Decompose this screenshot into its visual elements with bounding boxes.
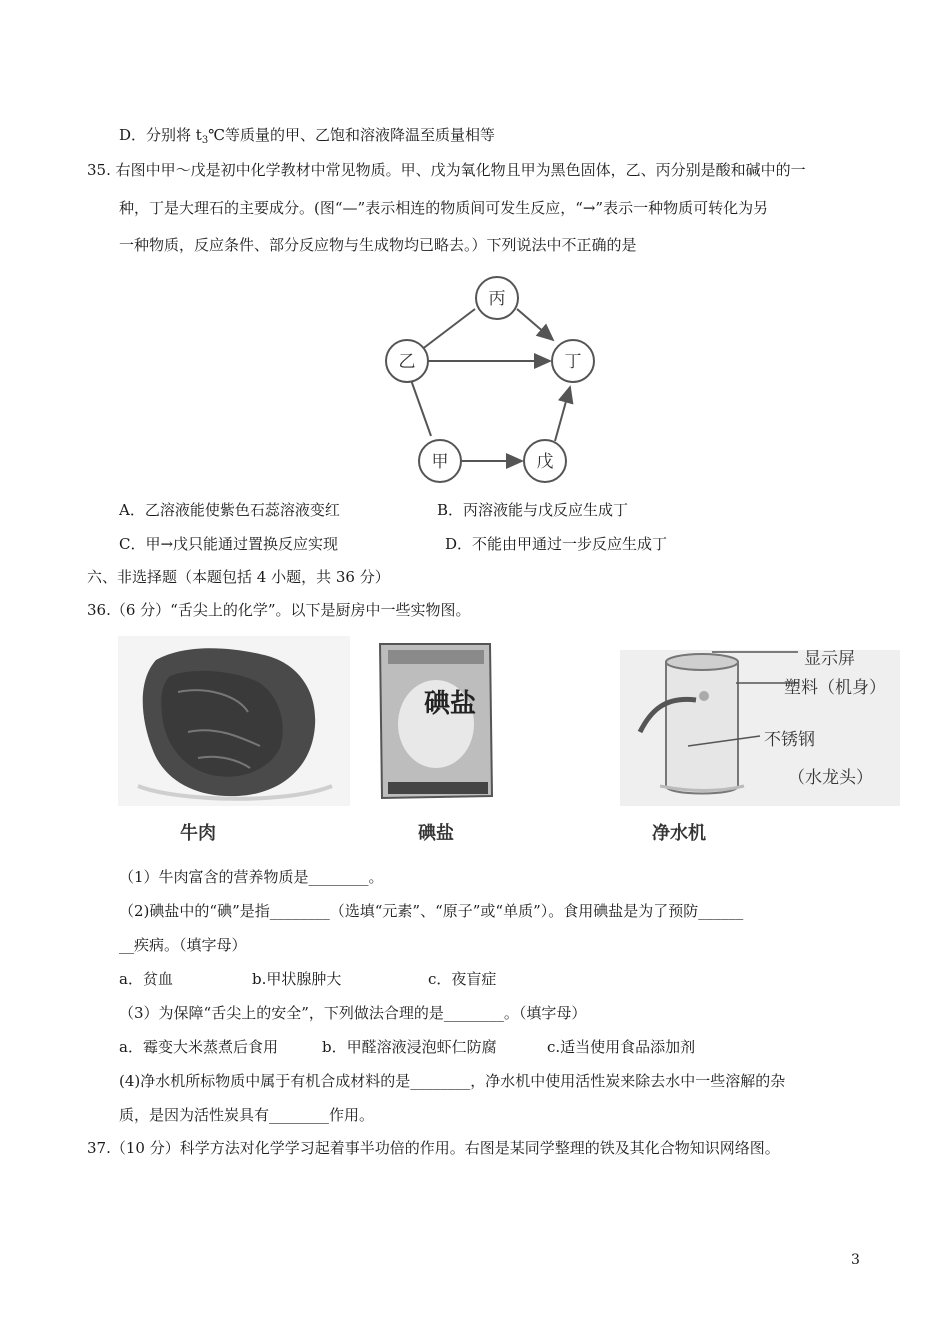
- node-wu-label: 戊: [536, 452, 554, 472]
- node-yi: [386, 340, 428, 382]
- edge-wu-to-ding: [555, 387, 570, 441]
- callout-stainless-steel: 不锈钢: [764, 730, 815, 750]
- water-purifier-photo: [620, 636, 900, 846]
- iodized-salt-bag-image: [352, 636, 592, 806]
- q37-stem: 37.（10 分）科学方法对化学学习起着事半功倍的作用。右图是某同学整理的铁及其化合物知识网络图。: [87, 1139, 780, 1157]
- page-number: 3: [851, 1252, 860, 1268]
- q36-part1: （1）牛肉富含的营养物质是________。: [119, 868, 384, 886]
- beef-photo: [118, 636, 350, 846]
- q36-part3-option-c: c.适当使用食品添加剂: [547, 1038, 696, 1056]
- q36-part3-option-a: a．霉变大米蒸煮后食用: [119, 1038, 278, 1056]
- q35-option-a: A．乙溶液能使紫色石蕊溶液变红: [119, 501, 340, 519]
- q34-option-d-text: D．分别将 t: [119, 126, 202, 144]
- beef-image: [118, 636, 350, 806]
- node-ding: [552, 340, 594, 382]
- callout-plastic-body: 塑料（机身）: [784, 678, 886, 698]
- edge-bing-to-ding: [517, 309, 553, 340]
- node-jia-label: 甲: [431, 452, 449, 472]
- node-bing: [476, 277, 518, 319]
- node-ding-label: 丁: [564, 352, 582, 372]
- q36-part2-line1: （2)碘盐中的“碘”是指________（选填“元素”、“原子”或“单质”）。食用碘盐是为了预防______: [119, 902, 744, 920]
- q35-option-b: B．丙溶液能与戊反应生成丁: [437, 501, 629, 519]
- node-bing-label: 丙: [488, 289, 506, 309]
- q36-part4-line1: (4)净水机所标物质中属于有机合成材料的是________，净水机中使用活性炭来除去水中一些溶解的杂: [119, 1072, 786, 1090]
- q34-option-d-subscript: 3: [201, 135, 209, 146]
- q35-stem-line2: 种，丁是大理石的主要成分。(图“—”表示相连的物质间可发生反应，“→”表示一种物质可转化为另: [119, 199, 769, 217]
- callout-screen: 显示屏: [804, 649, 855, 669]
- node-yi-label: 乙: [398, 352, 416, 372]
- q34-option-d: [119, 124, 495, 152]
- q36-part3-option-b: b．甲醛溶液浸泡虾仁防腐: [322, 1038, 497, 1056]
- salt-bag-label: 碘盐: [424, 689, 477, 719]
- section-6-title: 六、非选择题（本题包括 4 小题，共 36 分）: [87, 568, 390, 586]
- edge-yi-jia: [411, 380, 431, 436]
- q35-option-c: C．甲→戊只能通过置换反应实现: [119, 535, 339, 553]
- q36-part4-line2: 质，是因为活性炭具有________作用。: [119, 1106, 375, 1124]
- beef-caption: 牛肉: [180, 823, 216, 844]
- q35-option-d: D．不能由甲通过一步反应生成丁: [445, 535, 668, 553]
- q36-part2-option-a: a．贫血: [119, 970, 173, 988]
- q35-stem-line1: 35. 右图中甲～戊是初中化学教材中常见物质。甲、戊为氧化物且甲为黑色固体，乙、丙分别是酸和碱中的一: [87, 161, 806, 179]
- salt-caption: 碘盐: [418, 823, 454, 844]
- edge-yi-bing: [421, 309, 475, 350]
- q36-part3: （3）为保障“舌尖上的安全”，下列做法合理的是________。（填字母）: [119, 1004, 587, 1022]
- callout-faucet: （水龙头）: [788, 768, 873, 788]
- substance-relation-diagram: [375, 272, 605, 494]
- q36-part2-line2: __疾病。（填字母）: [119, 936, 247, 954]
- salt-photo: [352, 636, 592, 846]
- q36-part2-option-b: b.甲状腺肿大: [252, 970, 342, 988]
- node-jia: [419, 440, 461, 482]
- q35-stem-line3: 一种物质，反应条件、部分反应物与生成物均已略去。）下列说法中不正确的是: [119, 236, 637, 254]
- q34-option-d-text-end: ℃等质量的甲、乙饱和溶液降温至质量相等: [208, 126, 495, 144]
- purifier-caption: 净水机: [652, 823, 706, 844]
- node-wu: [524, 440, 566, 482]
- q36-stem: 36.（6 分）“舌尖上的化学”。以下是厨房中一些实物图。: [87, 601, 471, 619]
- q36-part2-option-c: c．夜盲症: [428, 970, 497, 988]
